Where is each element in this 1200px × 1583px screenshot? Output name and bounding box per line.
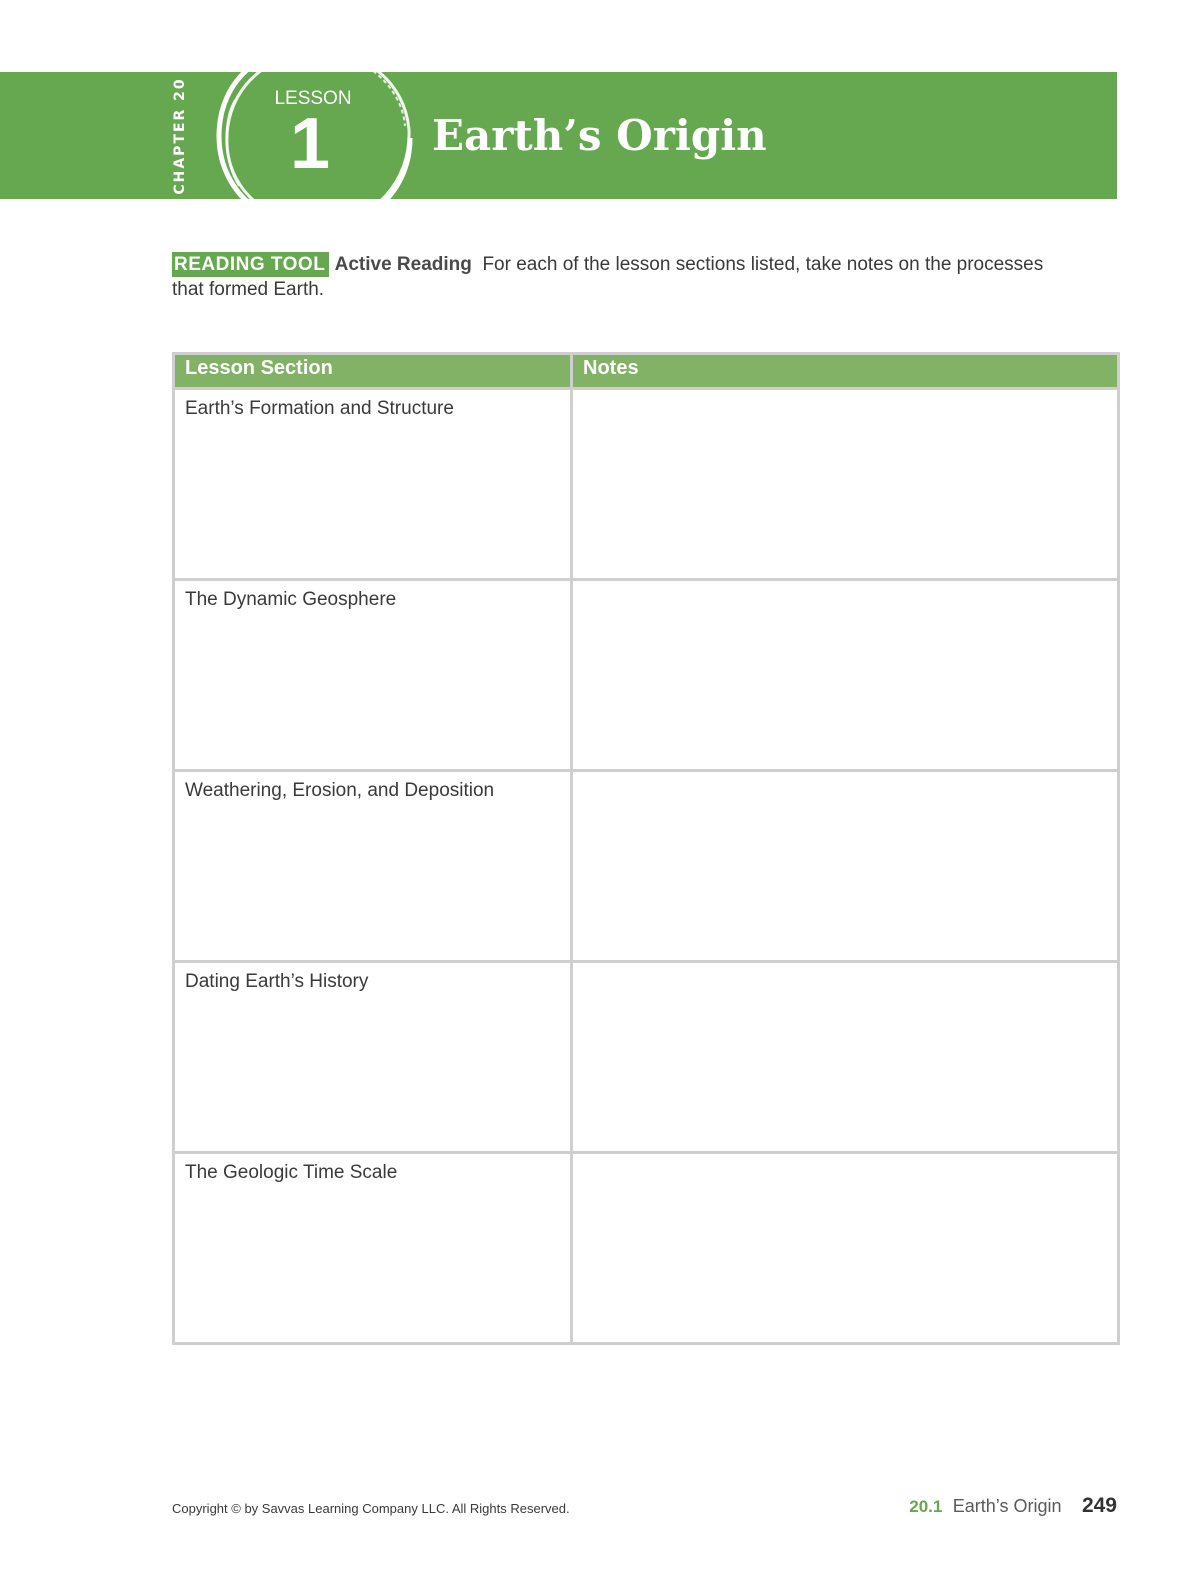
table-row <box>174 962 1119 1153</box>
table-header-row <box>174 354 1119 389</box>
table-row <box>174 580 1119 771</box>
header-notes: Notes <box>572 354 1119 389</box>
notes-table <box>172 352 1120 1345</box>
table-row <box>174 771 1119 962</box>
page-title: Earth’s Origin <box>432 111 767 160</box>
section-cell: Dating Earth’s History <box>174 962 572 1153</box>
section-cell: Earth’s Formation and Structure <box>174 389 572 580</box>
reading-tool-badge: READING TOOL <box>172 252 329 277</box>
page-footer <box>909 1494 1117 1518</box>
notes-cell[interactable] <box>572 962 1119 1153</box>
intro-paragraph <box>172 252 1072 302</box>
lesson-word: LESSON <box>274 88 352 109</box>
table-row <box>174 1153 1119 1344</box>
chapter-label: CHAPTER 20 <box>172 77 188 195</box>
page-number: 249 <box>1081 1494 1117 1517</box>
header-lesson-section: Lesson Section <box>174 354 572 389</box>
notes-cell[interactable] <box>572 771 1119 962</box>
section-cell: The Geologic Time Scale <box>174 1153 572 1344</box>
lesson-number: 1 <box>289 104 331 184</box>
section-cell: The Dynamic Geosphere <box>174 580 572 771</box>
footer-lesson-title: Earth’s Origin <box>952 1496 1062 1516</box>
notes-cell[interactable] <box>572 389 1119 580</box>
notes-cell[interactable] <box>572 580 1119 771</box>
intro-text: For each of the lesson sections listed, take notes on the processes that formed Earth. <box>172 254 1044 300</box>
footer-lesson-number: 20.1 <box>909 1497 943 1516</box>
table-row <box>174 389 1119 580</box>
notes-cell[interactable] <box>572 1153 1119 1344</box>
intro-heading: Active Reading <box>334 254 472 275</box>
section-cell: Weathering, Erosion, and Deposition <box>174 771 572 962</box>
copyright-notice: Copyright © by Savvas Learning Company LLC. All Rights Reserved. <box>172 1501 570 1516</box>
